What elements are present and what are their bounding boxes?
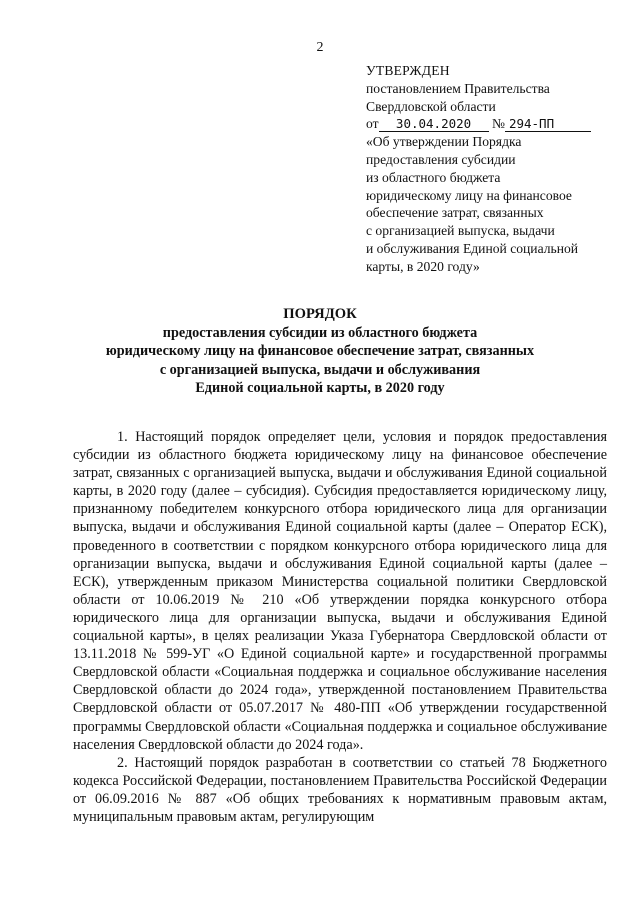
approval-title-line: юридическому лицу на финансовое	[366, 187, 572, 203]
paragraph-1: 1. Настоящий порядок определяет цели, условия и порядок предоставления субсидии из областного бюджета юридическому лицу на финансовое обеспечение затрат, связанных с организацией выпуска, выдачи и обслуживания Единой социальной карты, в 2020 году (далее – субсидия). Субсидия предоставляется юридическому лицу, признанному победителем конкурсного отбора юридического лица для организации выпуска, выдачи и обслуживания Единой социальной карты (далее – Оператор ЕСК), проведенного в соответствии с порядком конкурсного отбора юридического лица для организации выпуска, выдачи и обслуживания Единой социальной карты (далее – ЕСК), утвержденным приказом Министерства социальной политики Свердловской области от 10.06.2019 № 210 «Об утверждении порядка конкурсного отбора юридического лица для организации выпуска, выдачи и обслуживания Единой социальной карты», в целях реализации Указа Губернатора Свердловской области от 13.11.2018 № 599-УГ «О Единой социальной карте» и государственной программы Свердловской области «Социальная поддержка и социальное обслуживание населения Свердловской области до 2024 года», утвержденной постановлением Правительства Свердловской области от 05.07.2017 № 480-ПП «Об утверждении государственной программы Свердловской области «Социальная поддержка и социальное обслуживание населения Свердловской области до 2024 года».	[73, 429, 607, 753]
approval-title-line: с организацией выпуска, выдачи	[366, 223, 555, 239]
approval-title-line: «Об утверждении Порядка	[366, 134, 522, 150]
document-title-line: с организацией выпуска, выдачи и обслуживания	[159, 361, 481, 378]
approval-line-2: Свердловской области	[366, 98, 496, 114]
approval-title-line: карты, в 2020 году»	[366, 258, 480, 274]
approval-date: 30.04.2020	[379, 116, 489, 132]
approval-heading: УТВЕРЖДЕН	[366, 63, 450, 78]
paragraph-2: 2. Настоящий порядок разработан в соответствии со статьей 78 Бюджетного кодекса Российской Федерации, постановлением Правительства Российской Федерации от 06.09.2016 № 887 «Об общих требованиях к нормативным правовым актам, муниципальным правовым актам, регулирующим	[73, 754, 607, 825]
approval-title-line: и обслуживания Единой социальной	[366, 240, 579, 256]
approval-number: 294-ПП	[505, 116, 591, 132]
approval-title-line: предоставления субсидии	[366, 151, 516, 167]
document-title-line: юридическому лицу на финансовое обеспечение затрат, связанных	[105, 343, 535, 360]
document-title-main: ПОРЯДОК	[283, 306, 357, 322]
approval-stamp	[366, 62, 616, 276]
approval-title-line: обеспечение затрат, связанных	[366, 205, 544, 221]
document-title	[60, 305, 580, 397]
approval-title-line: из областного бюджета	[366, 169, 501, 185]
page-number: 2	[316, 40, 324, 55]
date-prefix: от	[366, 116, 379, 132]
number-prefix: №	[491, 116, 505, 132]
approval-line-1: постановлением Правительства	[366, 80, 550, 96]
document-body	[73, 428, 607, 826]
approval-date-line	[366, 115, 616, 133]
document-title-line: предоставления субсидии из областного бюджета	[162, 325, 478, 342]
document-title-line: Единой социальной карты, в 2020 году	[195, 379, 445, 396]
